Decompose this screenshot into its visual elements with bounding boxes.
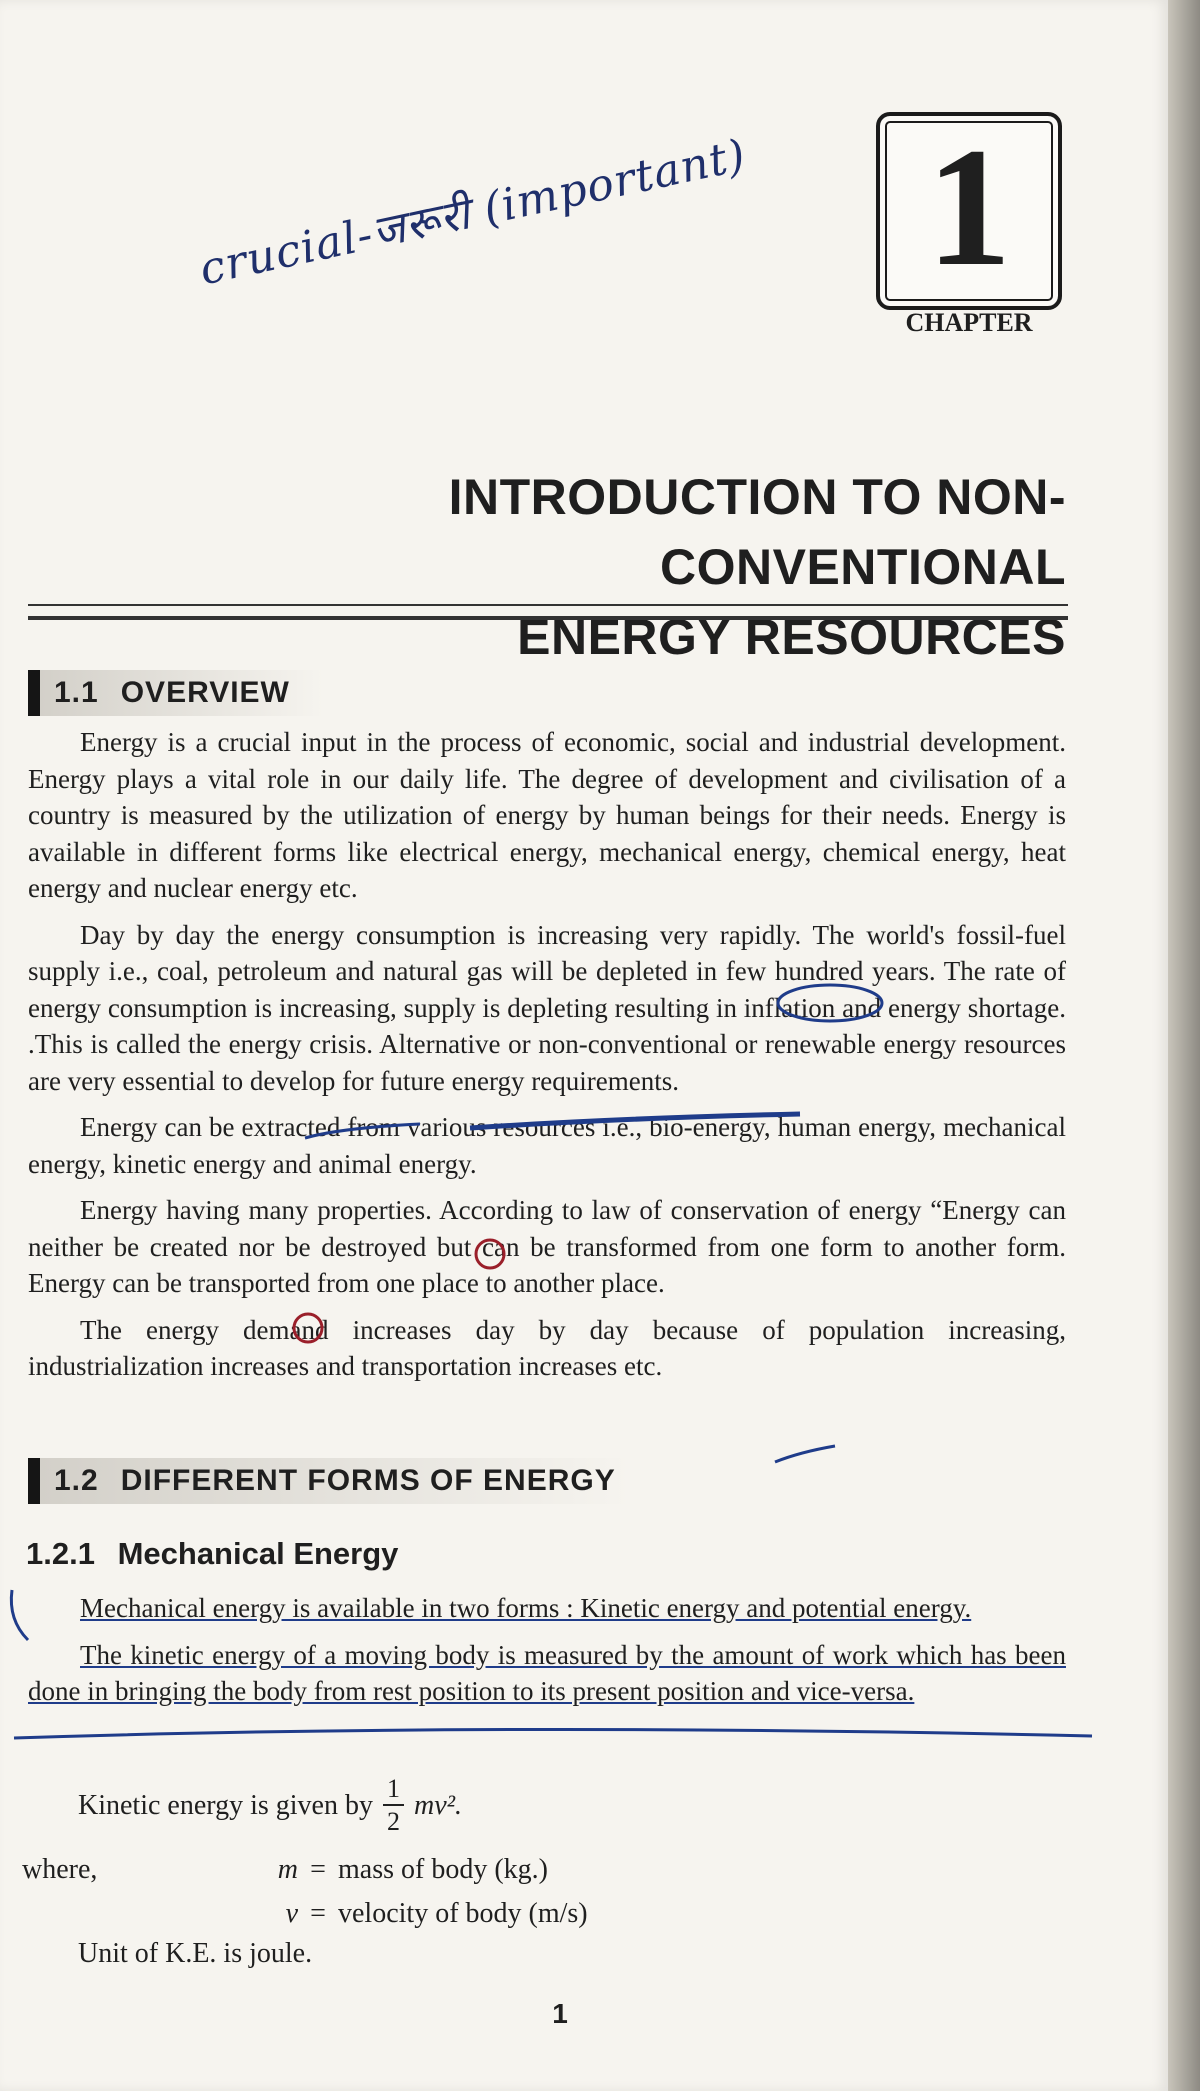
fraction-numerator: 1 bbox=[383, 1776, 404, 1806]
chapter-label: CHAPTER bbox=[905, 308, 1033, 337]
subsection-heading bbox=[26, 1536, 398, 1572]
underline-stroke bbox=[14, 1729, 1092, 1738]
section-title: DIFFERENT FORMS OF ENERGY bbox=[120, 1464, 616, 1497]
formula-prefix: Kinetic energy is given by bbox=[78, 1789, 373, 1821]
fraction-denominator: 2 bbox=[386, 1807, 400, 1836]
kinetic-energy-formula bbox=[78, 1776, 462, 1835]
definition-row bbox=[22, 1892, 782, 1936]
section-heading-overview bbox=[28, 670, 374, 716]
unit-statement: Unit of K.E. is joule. bbox=[78, 1938, 313, 1969]
chapter-number-box bbox=[876, 112, 1062, 310]
bracket-stroke bbox=[11, 1590, 28, 1640]
chapter-title-line-1: INTRODUCTION TO NON-CONVENTIONAL bbox=[448, 469, 1066, 595]
definition-row bbox=[22, 1848, 782, 1892]
paragraph: The kinetic energy of a moving body is measured by the amount of work which has been done in bringing the body from rest position to its present position and vice-versa. bbox=[28, 1639, 1066, 1706]
mechanical-energy-text bbox=[28, 1590, 1066, 1720]
paragraph: Day by day the energy consumption is increasing very rapidly. The world's fossil-fuel supply i.e., coal, petroleum and natural gas will be depleted in few hundred years. The rate of energy consumption is increasing, supply is depleting resulting in inflation and energy shortage. .This is called the energy crisis. Alternative or non-conventional or renewable energy resources are very essential to develop for future energy requirements. bbox=[28, 919, 1066, 1096]
section-title: OVERVIEW bbox=[120, 676, 290, 709]
paragraph: Mechanical energy is available in two forms : Kinetic energy and potential energy. bbox=[80, 1593, 972, 1623]
overview-text bbox=[28, 724, 1066, 1395]
page-number: 1 bbox=[552, 1998, 568, 2029]
paragraph: Energy can be extracted from various resources i.e., bio-energy, human energy, mechanical energy, kinetic energy and animal energy. bbox=[28, 1112, 1066, 1179]
paragraph: Energy having many properties. According to law of conservation of energy “Energy can neither be created nor be destroyed but can be transformed from one form to another form. Energy can be transported from one place to another place. bbox=[28, 1195, 1066, 1298]
section-heading-forms-of-energy bbox=[28, 1458, 734, 1504]
check-stroke bbox=[775, 1446, 835, 1462]
variable-description: mass of body (kg.) bbox=[338, 1854, 548, 1885]
chapter-title bbox=[60, 462, 1066, 672]
variable-description: velocity of body (m/s) bbox=[338, 1898, 588, 1929]
section-number: 1.2 bbox=[54, 1464, 99, 1497]
variable-symbol: v bbox=[285, 1898, 298, 1929]
subsection-title: Mechanical Energy bbox=[117, 1536, 399, 1571]
equals-sign: = bbox=[310, 1854, 326, 1885]
paragraph: Energy is a crucial input in the process of economic, social and industrial development. Energy plays a vital role in our daily life. The degree of development and civilisation of a country is measured by the utilization of energy by human beings for their needs. Energy is available in different forms like electrical energy, mechanical energy, chemical energy, heat energy and nuclear energy etc. bbox=[28, 727, 1066, 903]
where-label: where, bbox=[22, 1854, 98, 1885]
formula-expression: mv². bbox=[413, 1789, 463, 1821]
book-spine bbox=[1168, 0, 1200, 2091]
paragraph: The energy demand increases day by day because of population increasing, industrialization increases and transportation increases etc. bbox=[28, 1314, 1066, 1381]
equals-sign: = bbox=[310, 1898, 326, 1929]
variable-symbol: m bbox=[277, 1854, 298, 1885]
fraction bbox=[383, 1776, 404, 1835]
chapter-title-line-2: ENERGY RESOURCES bbox=[517, 609, 1066, 665]
title-divider bbox=[28, 604, 1068, 620]
variable-definitions bbox=[22, 1848, 782, 1936]
subsection-number: 1.2.1 bbox=[26, 1536, 95, 1571]
handwritten-annotation: crucial-जरूरी (important) bbox=[195, 129, 751, 296]
section-number: 1.1 bbox=[54, 676, 99, 709]
chapter-number: 1 bbox=[926, 113, 1012, 301]
